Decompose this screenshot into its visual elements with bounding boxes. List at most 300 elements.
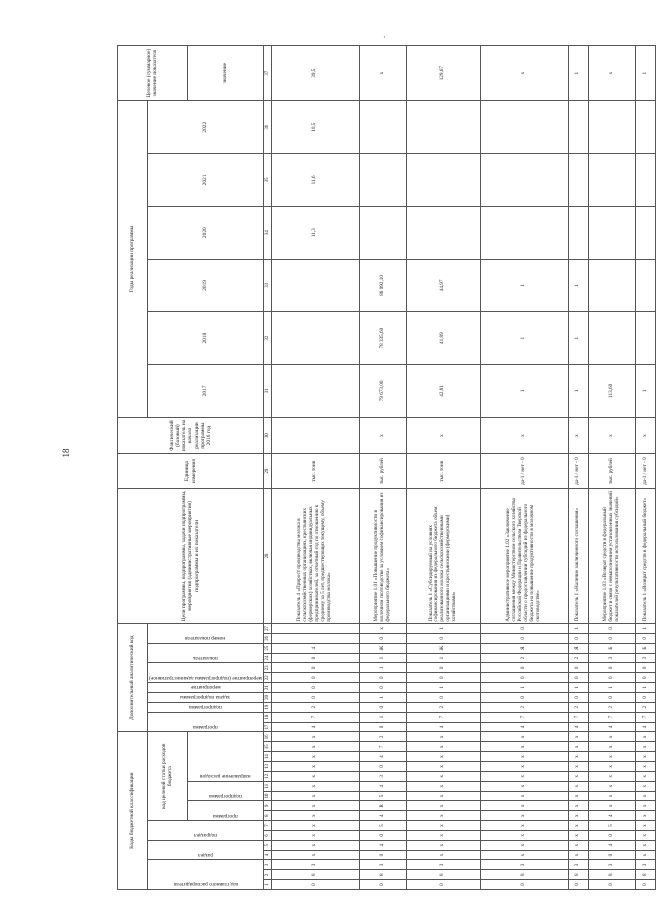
code-digit: 7 bbox=[406, 712, 480, 722]
code-digit: х bbox=[568, 830, 588, 840]
code-digit: 8 bbox=[636, 870, 656, 880]
code-digit: 2 bbox=[481, 653, 569, 663]
code-digit: 3 bbox=[636, 860, 656, 870]
code-digit: х bbox=[406, 821, 480, 831]
code-digit: х bbox=[272, 850, 360, 860]
code-digit: х bbox=[568, 801, 588, 811]
code-digit: х bbox=[636, 762, 656, 772]
code-digit: 0 bbox=[359, 880, 406, 890]
code-digit: 0 bbox=[406, 673, 480, 683]
value-2022 bbox=[588, 101, 635, 154]
value-2017: 113,60 bbox=[588, 365, 635, 418]
code-digit: 0 bbox=[636, 692, 656, 702]
value-2018 bbox=[588, 312, 635, 365]
code-digit: 0 bbox=[636, 663, 656, 673]
table-row bbox=[406, 46, 480, 890]
goal-text: Административное мероприятие 1.02 «Заключение соглашения между Министерством сельского хозяйства Российской Федерации и Правительством Тверской области о предоставлении субсидий из федерального бюджета на повышение продуктивности в молочном скотоводстве» bbox=[481, 488, 569, 623]
value-2018: 41,89 bbox=[406, 312, 480, 365]
column-number: 7 bbox=[264, 821, 272, 831]
code-digit: х bbox=[588, 791, 635, 801]
code-digit: 3 bbox=[359, 771, 406, 781]
value-2017: 1 bbox=[481, 365, 569, 418]
column-number: 23 bbox=[264, 663, 272, 673]
code-digit: х bbox=[568, 742, 588, 752]
target-cell: х bbox=[481, 46, 569, 101]
goal-text: Показатель 1 «Наличие заключенного соглашения» bbox=[568, 488, 588, 623]
code-digit: х bbox=[588, 801, 635, 811]
code-digit: 0 bbox=[568, 633, 588, 643]
code-digit: 2 bbox=[568, 702, 588, 712]
code-digit: 1 bbox=[568, 624, 588, 634]
code-digit: 0 bbox=[272, 673, 360, 683]
table-row bbox=[272, 46, 360, 890]
value-2017: 1 bbox=[636, 365, 656, 418]
code-digit: 8 bbox=[406, 870, 480, 880]
target-cell: 129,67 bbox=[406, 46, 480, 101]
header-target-value: Целевое (суммарное) значение показателя bbox=[118, 46, 188, 101]
value-2020 bbox=[636, 206, 656, 259]
column-number: 9 bbox=[264, 801, 272, 811]
code-digit: х bbox=[272, 762, 360, 772]
code-digit: 1 bbox=[568, 683, 588, 693]
program-table bbox=[117, 45, 656, 890]
code-digit: 0 bbox=[588, 663, 635, 673]
code-digit: х bbox=[272, 732, 360, 742]
column-number: 12 bbox=[264, 771, 272, 781]
code-digit: х bbox=[481, 801, 569, 811]
code-digit: 8 bbox=[588, 870, 635, 880]
code-digit: 0 bbox=[359, 702, 406, 712]
code-digit: 0 bbox=[636, 673, 656, 683]
code-digit: х bbox=[272, 840, 360, 850]
code-digit: х bbox=[272, 821, 360, 831]
target-cell: 39,5 bbox=[272, 46, 360, 101]
code-digit: х bbox=[272, 830, 360, 840]
code-digit: 2 bbox=[406, 702, 480, 712]
value-2017 bbox=[272, 365, 360, 418]
code-digit: 0 bbox=[588, 850, 635, 860]
code-digit: х bbox=[359, 624, 406, 634]
code-digit: 0 bbox=[588, 673, 635, 683]
value-2018: 78 335,60 bbox=[359, 312, 406, 365]
code-digit: 5 bbox=[359, 791, 406, 801]
code-digit: х bbox=[406, 811, 480, 821]
code-digit: 1 bbox=[359, 712, 406, 722]
value-2021 bbox=[588, 154, 635, 207]
code-digit: х bbox=[568, 762, 588, 772]
code-digit: 0 bbox=[359, 762, 406, 772]
code-digit: 1 bbox=[359, 653, 406, 663]
code-digit: х bbox=[588, 771, 635, 781]
code-digit: х bbox=[568, 752, 588, 762]
code-digit: х bbox=[636, 742, 656, 752]
code-digit: х bbox=[636, 781, 656, 791]
table-row bbox=[568, 46, 588, 890]
code-digit: 3 bbox=[272, 860, 360, 870]
code-digit: х bbox=[636, 821, 656, 831]
code-digit: 3 bbox=[481, 860, 569, 870]
value-2022: 10,5 bbox=[272, 101, 360, 154]
code-digit: 0 bbox=[568, 663, 588, 673]
code-digit: 0 bbox=[481, 880, 569, 890]
code-digit: 3 bbox=[588, 860, 635, 870]
value-2017: 79 673,00 bbox=[359, 365, 406, 418]
code-digit: Б bbox=[636, 643, 656, 653]
code-digit bbox=[272, 633, 360, 643]
column-number: 1 bbox=[264, 880, 272, 890]
value-2022 bbox=[636, 101, 656, 154]
column-number: 16 bbox=[264, 732, 272, 742]
code-digit: х bbox=[636, 752, 656, 762]
header-year-2021: 2021 bbox=[148, 154, 264, 207]
header-task: задача подпрограммы bbox=[148, 692, 264, 702]
header-analytic: Дополнительный аналитический код bbox=[118, 624, 148, 732]
value-2017: 1 bbox=[568, 365, 588, 418]
code-digit: х bbox=[588, 742, 635, 752]
code-digit: 0 bbox=[588, 692, 635, 702]
unit-cell: тыс. тонн bbox=[272, 454, 360, 488]
code-digit: х bbox=[406, 830, 480, 840]
code-digit: Я bbox=[568, 643, 588, 653]
code-digit: х bbox=[272, 811, 360, 821]
header-factual: Фактический (базовый) показатель на начало реализации программы 2016 год bbox=[118, 417, 264, 454]
header-year-2020: 2020 bbox=[148, 206, 264, 259]
code-digit: х bbox=[272, 742, 360, 752]
code-digit: 8 bbox=[481, 870, 569, 880]
code-digit: 0 bbox=[272, 663, 360, 673]
code-digit: R bbox=[359, 801, 406, 811]
code-digit: х bbox=[568, 850, 588, 860]
code-digit: х bbox=[636, 732, 656, 742]
unit-cell: да-1 / нет - 0 bbox=[481, 454, 569, 488]
code-digit: 8 bbox=[359, 870, 406, 880]
code-digit: 1 bbox=[406, 653, 480, 663]
value-2018 bbox=[272, 312, 360, 365]
code-digit: 0 bbox=[481, 633, 569, 643]
column-number: 32 bbox=[264, 312, 272, 365]
code-digit: 1 bbox=[406, 624, 480, 634]
column-number: 30 bbox=[264, 417, 272, 454]
code-digit: 0 bbox=[359, 722, 406, 732]
header-direction: направление расходов bbox=[187, 732, 263, 781]
rotated-table-wrapper bbox=[117, 45, 648, 890]
code-digit: 0 bbox=[636, 633, 656, 643]
code-digit: 3 bbox=[568, 860, 588, 870]
header-indicator: показатель bbox=[148, 643, 264, 663]
code-digit: 4 bbox=[359, 752, 406, 762]
value-2022 bbox=[406, 101, 480, 154]
code-digit: х bbox=[272, 781, 360, 791]
code-digit: 1 bbox=[636, 624, 656, 634]
fact-cell: х bbox=[568, 417, 588, 454]
code-digit: 0 bbox=[406, 633, 480, 643]
column-number: 14 bbox=[264, 752, 272, 762]
code-digit: х bbox=[481, 850, 569, 860]
code-digit: х bbox=[481, 781, 569, 791]
code-digit: 1 bbox=[588, 683, 635, 693]
column-number: 29 bbox=[264, 454, 272, 488]
code-digit: 2 bbox=[588, 702, 635, 712]
header-program: программа bbox=[187, 801, 263, 821]
code-digit: х bbox=[636, 791, 656, 801]
table-row bbox=[481, 46, 569, 890]
fact-cell: х bbox=[406, 417, 480, 454]
code-digit: 8 bbox=[568, 870, 588, 880]
code-digit: 4 bbox=[588, 840, 635, 850]
fact-cell: х bbox=[588, 417, 635, 454]
header-an-subprogram: подпрограмма bbox=[148, 702, 264, 712]
code-digit: 0 bbox=[636, 880, 656, 890]
code-digit: 4 bbox=[272, 643, 360, 653]
column-number: 17 bbox=[264, 722, 272, 732]
value-2019 bbox=[588, 259, 635, 312]
code-digit: х bbox=[481, 771, 569, 781]
header-measure-type: мероприятие bbox=[148, 683, 264, 693]
header-year-2018: 2018 bbox=[148, 312, 264, 365]
target-cell: х bbox=[359, 46, 406, 101]
header-section: раздел bbox=[148, 840, 264, 860]
header-year-2017: 2017 bbox=[148, 365, 264, 418]
code-digit: х bbox=[568, 821, 588, 831]
value-2018: 1 bbox=[568, 312, 588, 365]
code-digit: х bbox=[568, 771, 588, 781]
code-digit: х bbox=[481, 821, 569, 831]
header-subsection: подраздел bbox=[148, 821, 264, 841]
value-2018: 1 bbox=[481, 312, 569, 365]
column-number-row bbox=[264, 46, 272, 890]
header-admin: код главного распорядителя bbox=[148, 860, 264, 890]
table-row bbox=[636, 46, 656, 890]
goal-text: Показатель 1 «Субсидируемый на условиях софинансирования из федерального бюджета объем реализованного молока сельскохозяйственными организациями и крестьянскими (фермерскими) хозяйствами» bbox=[406, 488, 480, 623]
header-measure: мероприятие (подпрограммы административное) bbox=[148, 663, 264, 683]
code-digit: 7 bbox=[568, 712, 588, 722]
goal-text: Мероприятие 1.01 «Повышение продуктивности в молочном скотоводстве за условием софинансирования из федерального бюджета» bbox=[359, 488, 406, 623]
column-number: 20 bbox=[264, 692, 272, 702]
table-row bbox=[588, 46, 635, 890]
code-digit: х bbox=[588, 781, 635, 791]
unit-cell: тыс. тонн bbox=[406, 454, 480, 488]
code-digit: х bbox=[406, 752, 480, 762]
column-number: 11 bbox=[264, 781, 272, 791]
column-number: 31 bbox=[264, 365, 272, 418]
code-digit: х bbox=[481, 811, 569, 821]
code-digit: 5 bbox=[588, 821, 635, 831]
code-digit: х bbox=[568, 732, 588, 742]
header-subprogram: подпрограмма bbox=[187, 781, 263, 801]
code-digit: 0 bbox=[359, 633, 406, 643]
value-2021 bbox=[568, 154, 588, 207]
value-2020 bbox=[568, 206, 588, 259]
code-digit: 3 bbox=[636, 653, 656, 663]
code-digit: х bbox=[272, 801, 360, 811]
code-digit bbox=[272, 624, 360, 634]
target-cell: 1 bbox=[636, 46, 656, 101]
code-digit: 4 bbox=[588, 811, 635, 821]
code-digit: 0 bbox=[568, 673, 588, 683]
code-digit: х bbox=[406, 762, 480, 772]
column-number: 36 bbox=[264, 101, 272, 154]
code-digit: х bbox=[588, 752, 635, 762]
code-digit: 0 bbox=[568, 880, 588, 890]
code-digit: 2 bbox=[636, 702, 656, 712]
header-unit: Единица измерения bbox=[118, 454, 264, 488]
code-digit: х bbox=[481, 791, 569, 801]
value-2022 bbox=[481, 101, 569, 154]
code-digit: х bbox=[636, 801, 656, 811]
code-digit: х bbox=[636, 850, 656, 860]
code-digit: х bbox=[568, 791, 588, 801]
column-number: 5 bbox=[264, 840, 272, 850]
code-digit: 1 bbox=[359, 663, 406, 673]
code-digit: 7 bbox=[359, 742, 406, 752]
table-body bbox=[272, 46, 656, 890]
code-digit: 2 bbox=[481, 702, 569, 712]
code-digit: 2 bbox=[359, 732, 406, 742]
code-digit: 0 bbox=[406, 663, 480, 673]
code-digit: 0 bbox=[481, 663, 569, 673]
value-2020: 11,3 bbox=[272, 206, 360, 259]
fact-cell bbox=[272, 417, 360, 454]
code-digit: Я bbox=[481, 643, 569, 653]
target-cell: 1 bbox=[568, 46, 588, 101]
code-digit: 0 bbox=[568, 692, 588, 702]
unit-cell: да-1 / нет - 0 bbox=[568, 454, 588, 488]
column-number: 8 bbox=[264, 811, 272, 821]
value-2021 bbox=[406, 154, 480, 207]
code-digit: х bbox=[636, 811, 656, 821]
code-digit: 1 bbox=[359, 692, 406, 702]
header-year-2022: 2022 bbox=[148, 101, 264, 154]
column-number: 24 bbox=[264, 653, 272, 663]
code-digit: 0 bbox=[588, 633, 635, 643]
value-2020 bbox=[359, 206, 406, 259]
code-digit: 1 bbox=[406, 683, 480, 693]
value-2022 bbox=[568, 101, 588, 154]
column-number: 25 bbox=[264, 643, 272, 653]
code-digit: 4 bbox=[359, 781, 406, 791]
code-digit: Б bbox=[588, 643, 635, 653]
value-2021 bbox=[481, 154, 569, 207]
column-number: 26 bbox=[264, 633, 272, 643]
code-digit: 0 bbox=[481, 692, 569, 702]
value-2020 bbox=[588, 206, 635, 259]
code-digit: 0 bbox=[272, 683, 360, 693]
code-digit: 0 bbox=[588, 830, 635, 840]
code-digit: х bbox=[406, 791, 480, 801]
code-digit: 4 bbox=[481, 722, 569, 732]
code-digit: 0 bbox=[272, 692, 360, 702]
unit-cell: тыс. рублей bbox=[588, 454, 635, 488]
fact-cell: х bbox=[481, 417, 569, 454]
code-digit: х bbox=[406, 771, 480, 781]
code-digit: 2 bbox=[568, 653, 588, 663]
value-2019: 1 bbox=[568, 259, 588, 312]
code-digit: 0 bbox=[359, 683, 406, 693]
code-digit: 4 bbox=[588, 722, 635, 732]
code-digit: 2 bbox=[272, 702, 360, 712]
code-digit: 3 bbox=[359, 860, 406, 870]
code-digit: х bbox=[406, 850, 480, 860]
code-digit: х bbox=[588, 732, 635, 742]
column-number: 2 bbox=[264, 870, 272, 880]
column-number: 37 bbox=[264, 46, 272, 101]
code-digit: х bbox=[568, 811, 588, 821]
code-digit: х bbox=[481, 732, 569, 742]
code-digit: 1 bbox=[636, 683, 656, 693]
value-2019: 44,97 bbox=[406, 259, 480, 312]
code-digit: 1 bbox=[481, 683, 569, 693]
column-number: 33 bbox=[264, 259, 272, 312]
code-digit: 4 bbox=[406, 722, 480, 732]
code-digit: 0 bbox=[359, 830, 406, 840]
code-digit: 0 bbox=[272, 653, 360, 663]
value-2017: 42,81 bbox=[406, 365, 480, 418]
code-digit: 3 bbox=[406, 860, 480, 870]
unit-cell: да-1 / нет - 0 bbox=[636, 454, 656, 488]
header-indicator-num: номер показателя bbox=[148, 624, 264, 644]
code-digit: 7 bbox=[636, 712, 656, 722]
code-digit: 0 bbox=[406, 692, 480, 702]
code-digit: х bbox=[272, 771, 360, 781]
value-2019: 88 992,10 bbox=[359, 259, 406, 312]
code-digit: х bbox=[406, 732, 480, 742]
code-digit: х bbox=[636, 830, 656, 840]
value-2019 bbox=[636, 259, 656, 312]
column-number: 6 bbox=[264, 830, 272, 840]
header-codes: Коды бюджетной классификации bbox=[118, 732, 148, 890]
code-digit: 0 bbox=[588, 880, 635, 890]
column-number: 21 bbox=[264, 683, 272, 693]
value-2020 bbox=[406, 206, 480, 259]
fact-cell: х bbox=[359, 417, 406, 454]
fact-cell: х bbox=[636, 417, 656, 454]
value-2021 bbox=[359, 154, 406, 207]
column-number: 27 bbox=[264, 624, 272, 634]
document-sheet bbox=[117, 45, 648, 890]
code-digit: 0 bbox=[272, 880, 360, 890]
code-digit: 4 bbox=[636, 722, 656, 732]
code-digit: х bbox=[406, 840, 480, 850]
code-digit: 0 bbox=[406, 880, 480, 890]
value-2020 bbox=[481, 206, 569, 259]
column-number: 4 bbox=[264, 850, 272, 860]
column-number: 34 bbox=[264, 206, 272, 259]
code-digit: 3 bbox=[588, 653, 635, 663]
column-number: 19 bbox=[264, 702, 272, 712]
code-digit: 4 bbox=[272, 722, 360, 732]
column-number: 18 bbox=[264, 712, 272, 722]
code-digit: х bbox=[636, 771, 656, 781]
target-cell: х bbox=[588, 46, 635, 101]
code-digit: х bbox=[568, 781, 588, 791]
header-value: значение bbox=[187, 46, 263, 101]
code-digit: х bbox=[406, 801, 480, 811]
stray-mark: · bbox=[383, 33, 386, 42]
column-number: 35 bbox=[264, 154, 272, 207]
code-digit: х bbox=[272, 752, 360, 762]
code-digit: х bbox=[406, 781, 480, 791]
code-digit: 8 bbox=[272, 870, 360, 880]
code-digit: 7 bbox=[481, 712, 569, 722]
goal-text: Мероприятие 1.03 «Возврат средств в федеральный бюджет в связи с невыполнением установленных значений показателей результативности использования субсидий» bbox=[588, 488, 635, 623]
page-number: 18 bbox=[61, 448, 71, 458]
unit-cell: тыс. рублей bbox=[359, 454, 406, 488]
code-digit: 0 bbox=[481, 673, 569, 683]
code-digit: х bbox=[481, 830, 569, 840]
value-2021 bbox=[636, 154, 656, 207]
goal-text: Показатель 4 «Прирост производства молока в сельскохозяйственных организациях, крестьянских (фермерских) хозяйствах, включая индивидуальных предпринимателей, за отчетный год по отношению к среднему за 5 лет, предшествующих текущему, объему производства молока» bbox=[272, 488, 360, 623]
value-2019 bbox=[272, 259, 360, 312]
